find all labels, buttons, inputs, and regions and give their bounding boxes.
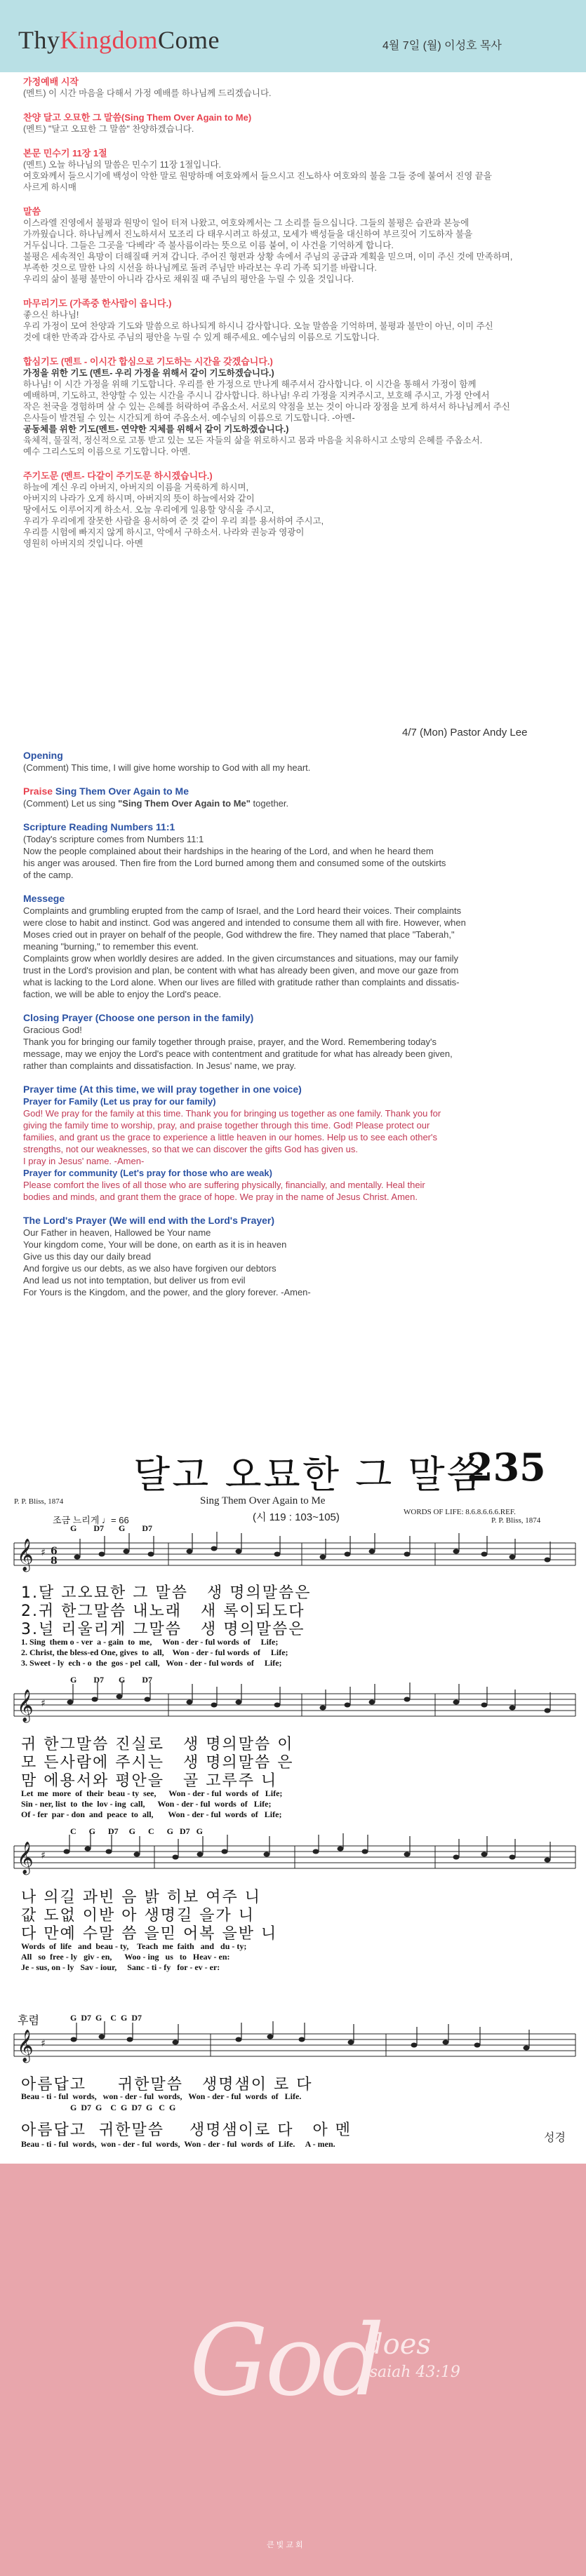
- brand-come: Come: [158, 26, 220, 54]
- brand-logo: [18, 25, 220, 55]
- kr-family-prayer-line: 작은 천국을 경험하며 살 수 있는 은혜를 허락하여 주옵소서. 서로의 약점을 보는 것이 아니라 장점을 보게 하셔서 하나님께서 주신: [23, 402, 510, 412]
- kr-lords-prayer-line: 우리가 우리에게 잘못한 사람을 용서하여 준 것 같이 우리 죄를 용서하여 주시고,: [23, 516, 324, 526]
- hymn-tempo: 조금 느리게 ♩= 66: [53, 1515, 129, 1525]
- page-footer: [0, 2164, 586, 2576]
- kr-family-prayer-line: 하나님! 이 시간 가정을 위해 기도합니다. 우리를 한 가정으로 만나게 해주셔서 감사합니다. 이 시간을 통해서 가정이 함께: [23, 379, 477, 389]
- hymn-kr-3-1: 나 의길 과빈 음 밝 히보 여주 니: [21, 1889, 261, 1906]
- svg-text:♯: ♯: [41, 1547, 46, 1558]
- kr-opening-title: 가정예배 시작: [23, 76, 79, 87]
- brand-kingdom: Kingdom: [60, 26, 159, 54]
- en-family-prayer-line: I pray in Jesus' name. -Amen-: [23, 1156, 145, 1166]
- hymn-kr-3-2: 값 도없 이받 아 생명길 을가 니: [21, 1907, 255, 1924]
- kr-closing-line: 좋으신 하나님!: [23, 310, 79, 320]
- en-closing-line: rather than complaints and dissatisfaction. In Jesus' name, we pray.: [23, 1060, 296, 1071]
- kr-closing-line: 것에 대한 만족과 감사로 주님의 평안을 누릴 수 있게 해주세요. 예수님의 이름으로 기도합니다.: [23, 332, 380, 342]
- hymn-chords-5: G D7 G C G D7 G C G: [70, 2103, 176, 2112]
- hymn-en-2-2: Sin - ner, list to the lov - ing call, Won - der - ful words of Life;: [21, 1799, 272, 1809]
- church-logo: 큰 빛 교 회: [267, 2541, 303, 2549]
- kr-opening-text: (멘트) 이 시간 마음을 다해서 가정 예배를 하나님께 드리겠습니다.: [23, 88, 272, 98]
- music-staff-3: [7, 1832, 582, 1881]
- kr-closing-line: 우리 가정이 모여 찬양과 기도와 말씀으로 하나되게 하시니 감사합니다. 오늘 말씀을 기억하며, 불평과 불만이 아닌, 이미 주신: [23, 321, 493, 331]
- en-lords-prayer-line: Give us this day our daily bread: [23, 1251, 152, 1262]
- en-scripture-line: his anger was aroused. Then fire from the Lord burned among them and consumed some of the outskirts: [23, 858, 446, 868]
- kr-hymn-title: 찬양 달고 오묘한 그 말씀(Sing Them Over Again to Me): [23, 112, 252, 123]
- kr-lords-prayer-line: 아버지의 나라가 오게 하시며, 아버지의 뜻이 하늘에서와 같이: [23, 494, 255, 504]
- hymn-number: 235: [467, 1445, 546, 1490]
- en-message-line: Complaints grow when worldly desires are added. In the given circumstances and situations, may our family: [23, 953, 458, 964]
- hymn-source: 성경: [544, 2132, 566, 2144]
- hymn-composer: P. P. Bliss, 1874: [14, 1497, 64, 1506]
- en-family-prayer-line: families, and grant us the grace to experience a little heaven in our homes. Help us to see each other's: [23, 1132, 437, 1142]
- en-scripture-line: of the camp.: [23, 870, 74, 880]
- hymn-sheet: [0, 1403, 586, 2164]
- svg-text:𝄞: 𝄞: [17, 1690, 34, 1722]
- en-praise-text-c: together.: [250, 798, 289, 809]
- en-lords-prayer-line: Our Father in heaven, Hallowed be Your name: [23, 1227, 211, 1238]
- en-opening-text: (Comment) This time, I will give home worship to God with all my heart.: [23, 762, 311, 773]
- hymn-en-2-1: Let me more of their beau - ty see, Won - der - ful words of Life;: [21, 1788, 283, 1798]
- en-closing-line: message, may we enjoy the Lord's peace with contentment and gratitude for what has already been given,: [23, 1048, 453, 1059]
- brand-thy: Thy: [18, 26, 60, 54]
- hymn-kr-1-1: 1.달 고오묘한 그 말씀 생 명의말씀은: [21, 1584, 312, 1602]
- hymn-en-3-1: Words of life and beau - ty, Teach me faith and du - ty;: [21, 1941, 247, 1951]
- kr-lords-prayer-line: 영원히 아버지의 것입니다. 아멘: [23, 539, 143, 548]
- hymn-en-3-3: Je - sus, on - ly Sav - iour, Sanc - ti - fy for - ev - er:: [21, 1962, 220, 1972]
- kr-closing-title: 마무리기도 (가족중 한사람이 읍니다.): [23, 298, 172, 309]
- en-lords-prayer-line: And forgive us our debts, as we also have forgiven our debtors: [23, 1263, 277, 1274]
- kr-message-line: 거두십니다. 그들은 그곳을 '다베라' 즉 불사름이라는 뜻으로 이름 붙여, 이 사건을 기억하게 합니다.: [23, 241, 394, 250]
- page-header: [0, 0, 586, 72]
- kr-message-line: 가까웠습니다. 하나님께서 진노하셔서 모조리 다 태우시려고 하셨고, 모세가 백성들을 대신하여 부르짖어 기도하자 불을: [23, 229, 473, 239]
- staff-lines-icon: [7, 1832, 579, 1881]
- kr-family-prayer-title: 가정을 위한 기도 (멘트- 우리 가정을 위해서 같이 기도하겠습니다.): [23, 368, 274, 378]
- hymn-kr-2-1: 귀 한그말씀 진실로 생 명의말씀 이: [21, 1736, 294, 1753]
- en-praise-title: Sing Them Over Again to Me: [53, 785, 189, 797]
- hymn-en-2-3: Of - fer par - don and peace to all, Won - der - ful words of Life;: [21, 1809, 282, 1819]
- en-family-prayer-title: Prayer for Family (Let us pray for our family): [23, 1096, 216, 1107]
- hymn-en-5: Beau - ti - ful words, won - der - ful words, Won - der - ful words of Life. A - men.: [21, 2139, 335, 2149]
- hymn-chords-3: C G D7 G C G D7 G: [70, 1826, 203, 1836]
- en-message-line: faction, we will be able to enjoy the Lord's peace.: [23, 989, 222, 999]
- english-section: [23, 749, 560, 1298]
- en-lords-prayer-line: Your kingdom come, Your will be done, on earth as it is in heaven: [23, 1239, 287, 1250]
- kr-message-line: 부족한 것으로 말한 나의 시선을 하나님께로 돌려 주님만 바라보는 우리 가족 되기를 바랍니다.: [23, 263, 377, 273]
- kr-community-prayer-title: 공동체를 위한 기도(멘트- 연약한 지체를 위해서 같이 기도하겠습니다.): [23, 424, 289, 434]
- kr-message-line: 이스라엘 진영에서 불평과 원망이 일어 터져 나왔고, 여호와께서는 그 소리를 들으십니다. 그들의 불평은 습관과 본능에: [23, 218, 470, 228]
- en-family-prayer-line: God! We pray for the family at this time. Thank you for bringing us together as one family. Thank you for: [23, 1108, 441, 1119]
- kr-prayer-title: 합심기도 (멘트 - 이시간 합심으로 기도하는 시간을 갖겠습니다.): [23, 356, 273, 367]
- en-community-prayer-line: bodies and minds, and grant them the grace of hope. We pray in the name of Jesus Christ. Amen.: [23, 1192, 418, 1202]
- en-praise-label: Praise: [23, 785, 53, 797]
- staff-lines-icon: [7, 1680, 579, 1729]
- footer-verse: Isaiah 43:19: [364, 2363, 460, 2381]
- hymn-kr-1-2: 2.귀 한그말씀 내노래 새 록이되도다: [21, 1603, 305, 1620]
- staff-lines-icon: [7, 1529, 579, 1578]
- en-scripture-line: Now the people complained about their hardships in the hearing of the Lord, and when he heard them: [23, 846, 434, 856]
- en-message-line: what is lacking to the Lord alone. When our lives are filled with gratitude rather than complaints and dissatis-: [23, 977, 460, 987]
- en-closing-title: Closing Prayer (Choose one person in the family): [23, 1012, 254, 1023]
- en-family-prayer-line: giving the family time to worship, pray, and praise together through this time. God! Please protect our: [23, 1120, 430, 1131]
- kr-message-line: 우리의 삶이 불평 불만이 아니라 감사로 채워질 때 주님의 평안을 누릴 수 있을 것입니다.: [23, 274, 354, 284]
- kr-lords-prayer-title: 주기도문 (멘트- 다같이 주기도문 하시겠습니다.): [23, 471, 213, 481]
- kr-family-prayer-line: 은사들이 발견될 수 있는 시간되게 하여 주옵소서. 예수님의 이름으로 기도합니다. -아멘-: [23, 413, 355, 423]
- staff-lines-icon: [7, 2020, 579, 2069]
- hymn-title: 달고 오묘한 그 말씀: [133, 1452, 486, 1497]
- en-closing-line: Thank you for bringing our family together through praise, prayer, and the Word. Remembering today's: [23, 1037, 437, 1047]
- kr-lords-prayer-line: 땅에서도 이루어지게 하소서. 오늘 우리에게 일용할 양식을 주시고,: [23, 505, 274, 515]
- kr-scripture-line: 여호와께서 들으시기에 백성이 악한 말로 원망하매 여호와께서 들으시고 진노하사 여호와의 불을 그들 중에 붙여서 진영 끝을: [23, 171, 492, 181]
- hymn-en-1-1: 1. Sing them o - ver a - gain to me, Won - der - ful words of Life;: [21, 1637, 279, 1647]
- hymn-chords-2: G D7 G D7: [70, 1675, 152, 1685]
- en-opening-title: Opening: [23, 750, 63, 761]
- kr-message-line: 불평은 세속적인 욕망이 더해질때 커져 갑니다. 주어진 형편과 상황 속에서 주님의 공급과 계획을 믿으며, 이미 주신 것에 만족하며,: [23, 252, 513, 262]
- en-message-line: Complaints and grumbling erupted from the camp of Israel, and the Lord heard their voices. Their complaints: [23, 905, 462, 916]
- kr-lords-prayer-line: 우리를 시험에 빠지지 않게 하시고, 악에서 구하소서. 나라와 권능과 영광이: [23, 527, 305, 537]
- en-community-prayer-line: Please comfort the lives of all those who are suffering physically, financially, and mentally. Heal their: [23, 1180, 425, 1190]
- hymn-en-1-2: 2. Christ, the bless-ed One, gives to all, Won - der - ful words of Life;: [21, 1647, 288, 1657]
- svg-text:♯: ♯: [41, 1850, 46, 1861]
- hymn-en-3-2: All so free - ly giv - en, Woo - ing us to Heav - en:: [21, 1952, 230, 1962]
- en-lords-prayer-title: The Lord's Prayer (We will end with the Lord's Prayer): [23, 1215, 275, 1226]
- en-prayer-time-title: Prayer time (At this time, we will pray together in one voice): [23, 1084, 302, 1095]
- svg-text:♯: ♯: [41, 1698, 46, 1709]
- svg-text:𝄞: 𝄞: [17, 1539, 34, 1571]
- svg-text:♯: ♯: [41, 2038, 46, 2049]
- music-staff-2: [7, 1680, 582, 1729]
- korean-section: [23, 76, 560, 549]
- en-message-title: Messege: [23, 893, 65, 904]
- hymn-subtitle: Sing Them Over Again to Me: [200, 1495, 326, 1506]
- en-community-prayer-title: Prayer for community (Let's pray for those who are weak): [23, 1168, 272, 1178]
- hymn-kr-4: 아름답고 귀한말씀 생명샘이 로 다: [21, 2076, 313, 2093]
- en-lords-prayer-line: For Yours is the Kingdom, and the power, and the glory forever. -Amen-: [23, 1287, 311, 1297]
- hymn-kr-2-3: 맘 에용서와 평안을 골 고루주 니: [21, 1772, 278, 1790]
- en-message-line: were close to habit and instinct. God was angered and intended to consume them all with fire. However, when: [23, 917, 466, 928]
- svg-text:𝄞: 𝄞: [17, 2030, 34, 2062]
- kr-scripture-line: (멘트) 오늘 하나님의 말씀은 민수기 11장 1절입니다.: [23, 160, 221, 170]
- kr-lords-prayer-line: 하늘에 계신 우리 아버지, 아버지의 이름을 거룩하게 하시며,: [23, 483, 249, 492]
- kr-scripture-title: 본문 민수기 11장 1절: [23, 148, 107, 159]
- kr-message-title: 말씀: [23, 206, 41, 217]
- hymn-refrain-label: 후렴: [18, 2015, 39, 2027]
- hymn-kr-5: 아름답고 귀한말씀 생명샘이로 다 아 멘: [21, 2122, 352, 2139]
- en-praise-text-b: "Sing Them Over Again to Me": [118, 798, 251, 809]
- kr-scripture-line: 사르게 하시매: [23, 182, 76, 192]
- footer-does-word: does: [365, 2328, 431, 2361]
- en-scripture-line: (Today's scripture comes from Numbers 11:1: [23, 834, 204, 844]
- kr-family-prayer-line: 예배하며, 기도하고, 찬양할 수 있는 시간을 주시니 감사합니다. 하나님! 우리 가정을 지켜주시고, 보호해 주시고, 가정 안에서: [23, 391, 490, 400]
- en-praise-text-a: (Comment) Let us sing: [23, 798, 119, 809]
- hymn-kr-2-2: 모 든사람에 주시는 생 명의말씀 은: [21, 1754, 294, 1772]
- en-closing-line: Gracious God!: [23, 1025, 82, 1035]
- en-message-line: trust in the Lord's provision and plan, be content with what has already been given, and move our gaze from: [23, 965, 459, 976]
- hymn-chords-1: G D7 G D7: [70, 1523, 152, 1533]
- en-lords-prayer-line: And lead us not into temptation, but deliver us from evil: [23, 1275, 246, 1286]
- svg-text:8: 8: [51, 1556, 58, 1567]
- hymn-kr-1-3: 3.널 리울리게 그말씀 생 명의말씀은: [21, 1621, 305, 1638]
- hymn-words-composer: P. P. Bliss, 1874: [491, 1516, 541, 1525]
- en-message-line: meaning "burning," to remember this event.: [23, 941, 199, 952]
- kr-community-prayer-line: 육체적, 물질적, 정신적으로 고통 받고 있는 모든 자들의 삶을 위로하시고 몸과 마음을 치유하시고 소망의 은혜를 주옵소서.: [23, 436, 483, 445]
- hymn-en-1-3: 3. Sweet - ly ech - o the gos - pel call, Won - der - ful words of Life;: [21, 1658, 282, 1668]
- en-praise-text: [23, 797, 560, 809]
- header-date: 4월 7일 (월) 이성호 목사: [382, 40, 502, 52]
- kr-hymn-text: (멘트) "달고 오묘한 그 말씀" 찬양하겠습니다.: [23, 124, 194, 134]
- en-family-prayer-line: strengths, not our weaknesses, so that we can discover the gifts God has given us.: [23, 1144, 358, 1154]
- svg-text:𝄞: 𝄞: [17, 1842, 34, 1874]
- svg-text:6: 6: [51, 1546, 58, 1557]
- hymn-chords-4: G D7 G C G D7: [70, 2013, 142, 2023]
- hymn-reference: (시 119 : 103~105): [253, 1511, 340, 1523]
- kr-community-prayer-line: 예수 그리스도의 이름으로 기도합니다. 아멘.: [23, 447, 191, 457]
- en-scripture-title: Scripture Reading Numbers 11:1: [23, 821, 175, 832]
- en-message-line: Moses cried out in prayer on behalf of the people, God withdrew the fire. They named that place "Taberah,": [23, 929, 455, 940]
- footer-god-word: God: [189, 2304, 382, 2418]
- en-praise-heading: [23, 785, 560, 797]
- hymn-en-4: Beau - ti - ful words, won - der - ful words, Won - der - ful words of Life.: [21, 2091, 302, 2101]
- hymn-words-of-life: WORDS OF LIFE: 8.6.8.6.6.6.REF.: [404, 1508, 516, 1516]
- english-date: 4/7 (Mon) Pastor Andy Lee: [402, 727, 528, 739]
- music-staff-1: [7, 1529, 582, 1578]
- hymn-kr-3-3: 다 만예 수말 씀 을믿 어복 을받 니: [21, 1925, 278, 1943]
- music-staff-4: [7, 2020, 582, 2069]
